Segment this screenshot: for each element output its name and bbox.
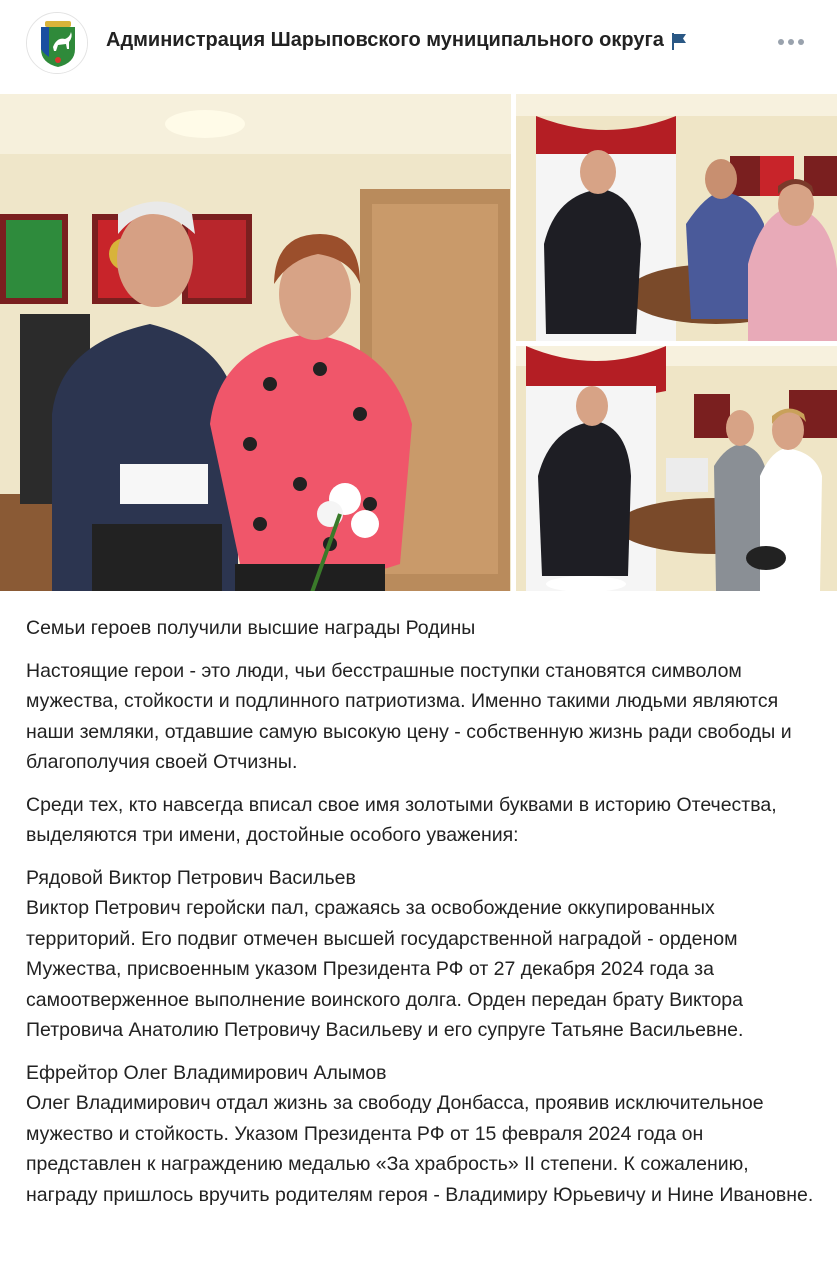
post-header <box>0 0 837 88</box>
post-paragraph-names: Среди тех, кто навсегда вписал свое имя золотыми буквами в историю Отечества, выделяются три имени, достойные особого уважения: <box>26 793 777 846</box>
more-options-button[interactable] <box>776 34 806 50</box>
post-paragraph-intro: Настоящие герои - это люди, чьи бесстрашные поступки становятся символом мужества, стойкости и подлинного патриотизма. Именно такими людьми являются наши земляки, отдавшие самую высокую цену - собственную жизнь ради свободы и благополучия своей Отчизны. <box>26 659 792 773</box>
hero-name-1: Рядовой Виктор Петрович Васильев <box>26 866 356 889</box>
community-name[interactable]: Администрация Шарыповского муниципального округа <box>106 29 664 51</box>
hero-text-2: Олег Владимирович отдал жизнь за свободу Донбасса, проявив исключительное мужество и стойкость. Указом Президента РФ от 15 февраля 2024 года он представлен к награждению медалью «За храбрость» II степени. К сожалению, награду пришлось вручить родителям героя - Владимиру Юрьевичу и Нине Ивановне. <box>26 1092 814 1206</box>
flag-icon <box>670 31 688 51</box>
photo-award-women[interactable] <box>516 346 837 591</box>
hero-name-2: Ефрейтор Олег Владимирович Алымов <box>26 1061 387 1084</box>
community-avatar[interactable] <box>26 12 88 74</box>
community-title[interactable] <box>106 29 688 52</box>
hero-block-2 <box>26 1058 816 1211</box>
post-headline: Семьи героев получили высшие награды Родины <box>26 617 476 639</box>
photo-award-couple[interactable] <box>0 94 511 591</box>
photo-award-women-image <box>516 346 837 591</box>
coat-of-arms-icon <box>27 13 88 74</box>
photo-award-couple-image <box>0 94 511 591</box>
hero-text-1: Виктор Петрович геройски пал, сражаясь за освобождение оккупированных территорий. Его подвиг отмечен высшей государственной наградой - орденом Мужества, присвоенным указом Президента РФ от 27 декабря 2024 года за самоотверженное выполнение воинского долга. Орден передан брату Виктора Петровича Анатолию Петровичу Васильеву и его супруге Татьяне Васильевне. <box>26 897 744 1041</box>
hero-block-1 <box>26 863 816 1046</box>
photo-award-family-image <box>516 94 837 341</box>
photo-award-family[interactable] <box>516 94 837 341</box>
post-body <box>26 613 816 1210</box>
